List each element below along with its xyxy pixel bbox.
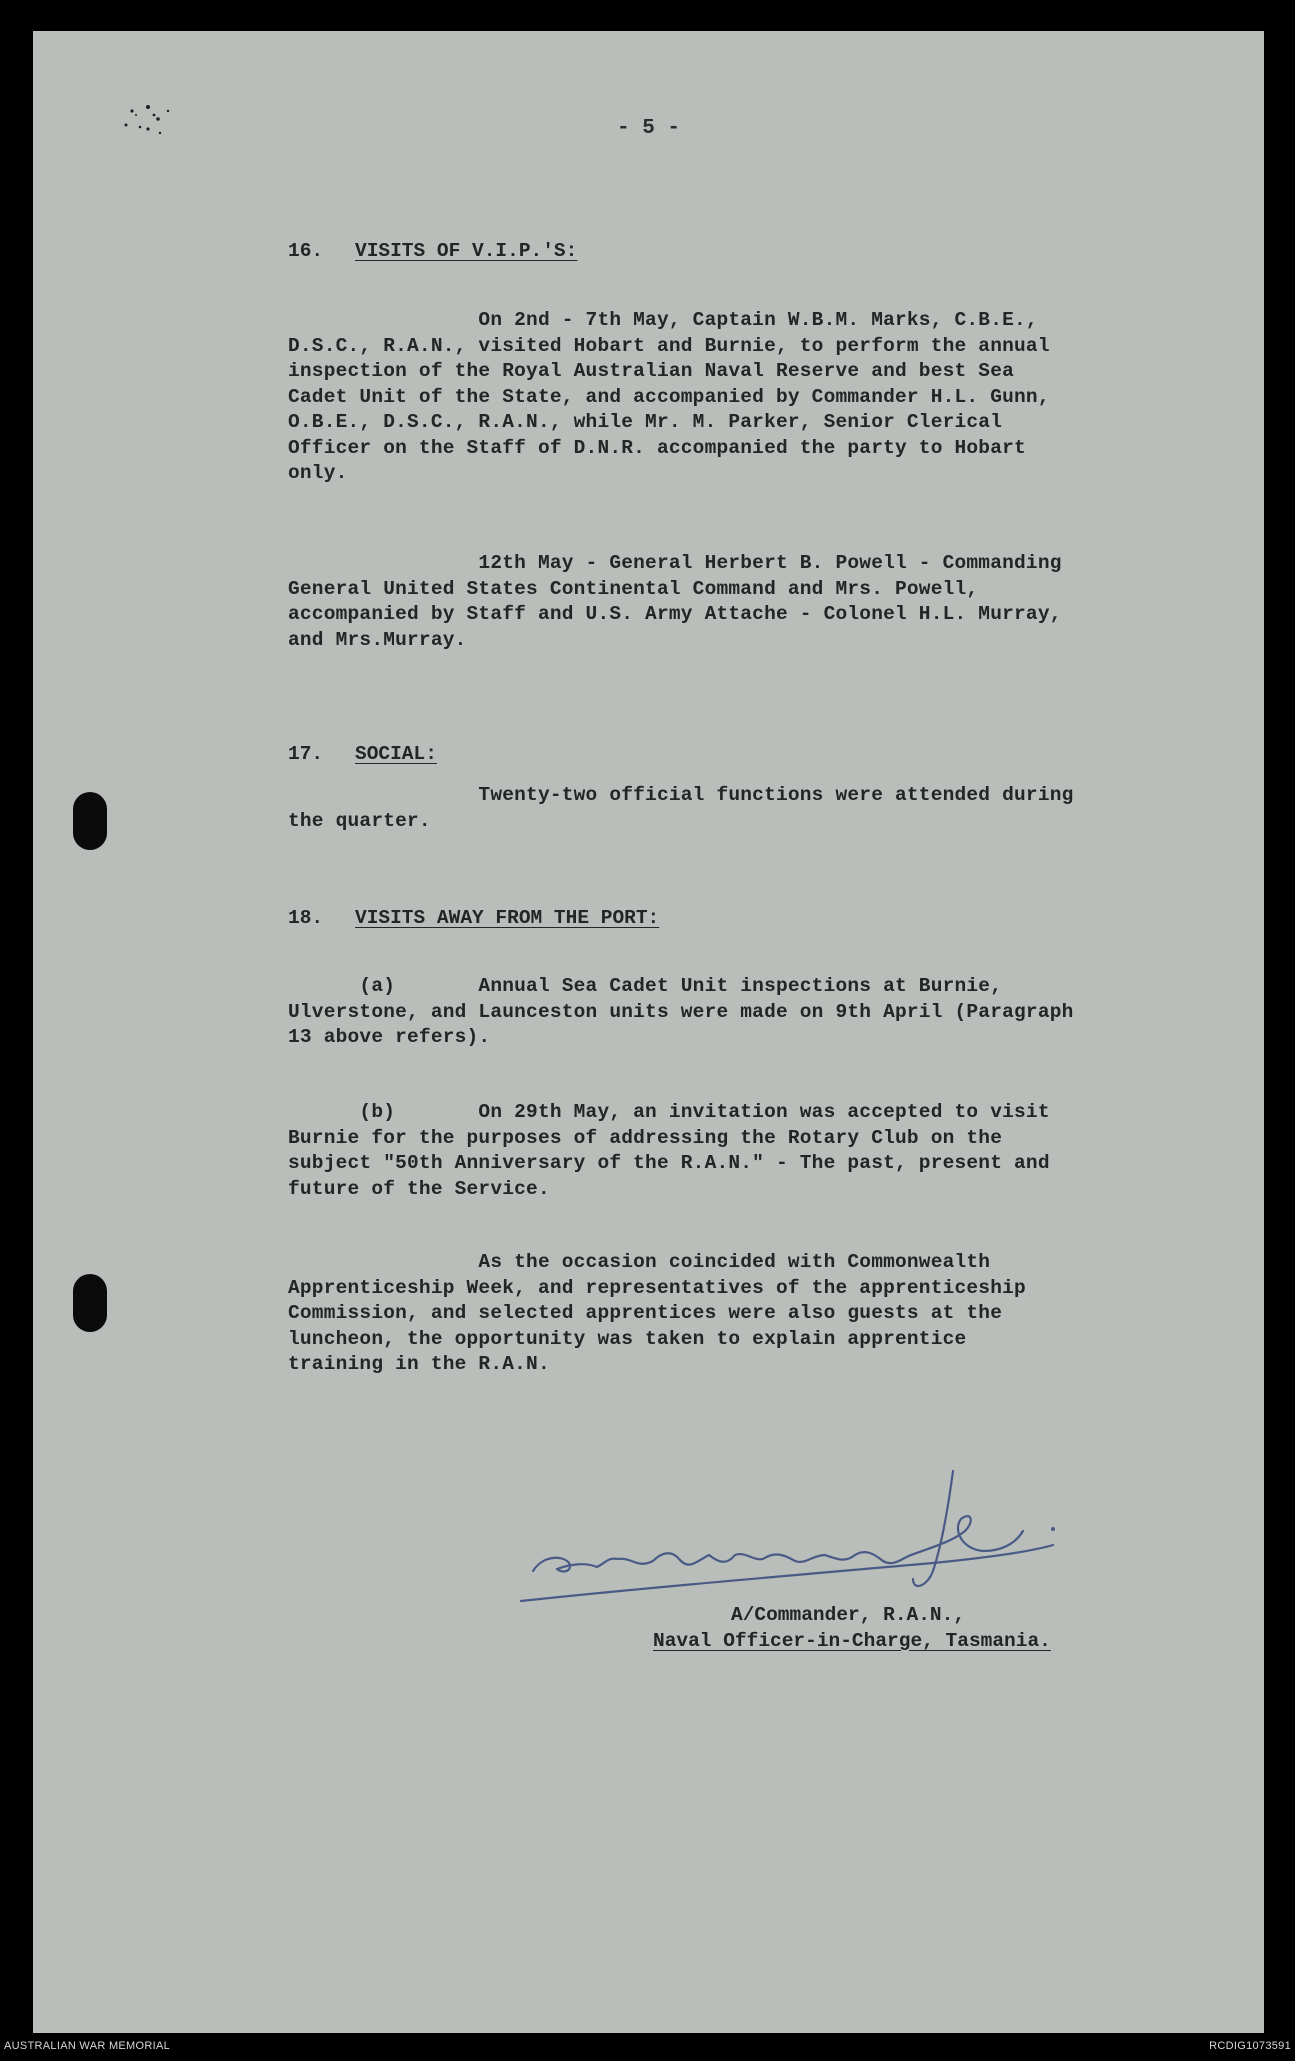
section-18-paragraph-a: (a) Annual Sea Cadet Unit inspections at Burnie, Ulverstone, and Launceston units were made on 9th April (Paragraph 13 above refers). <box>288 975 1074 1048</box>
section-17-number: 17. <box>288 743 324 765</box>
section-18-title: VISITS AWAY FROM THE PORT: <box>355 907 660 929</box>
section-18-paragraph-b: (b) On 29th May, an invitation was accepted to visit Burnie for the purposes of addressing the Rotary Club on the subject "50th Anniversary of the R.A.N." - The past, present and future of the Service. <box>288 1101 1050 1200</box>
footer-archive-name: AUSTRALIAN WAR MEMORIAL <box>4 2040 171 2052</box>
handwritten-signature <box>513 1451 1173 1621</box>
punch-hole-bottom <box>73 1274 107 1332</box>
section-18-paragraph-c: As the occasion coincided with Commonwealth Apprenticeship Week, and representatives of the apprenticeship Commission, and selected apprentices were also guests at the luncheon, the opportunity was taken to explain apprentice training in the R.A.N. <box>288 1251 1026 1375</box>
section-17-paragraph-1: Twenty-two official functions were attended during the quarter. <box>288 784 1074 832</box>
section-16-paragraph-2: 12th May - General Herbert B. Powell - Commanding General United States Continental Command and Mrs. Powell, accompanied by Staff and U.S. Army Attache - Colonel H.L. Murray, and Mrs.Murray. <box>288 552 1062 651</box>
document-page <box>33 31 1264 2033</box>
section-16-number: 16. <box>288 240 324 262</box>
section-17-title: SOCIAL: <box>355 743 437 765</box>
section-18-number: 18. <box>288 907 324 929</box>
page-number: - 5 - <box>616 117 680 140</box>
footer-record-id: RCDIG1073591 <box>1209 2040 1291 2052</box>
punch-hole-top <box>73 792 107 850</box>
section-16-paragraph-1: On 2nd - 7th May, Captain W.B.M. Marks, C.B.E., D.S.C., R.A.N., visited Hobart and Burnie, to perform the annual inspection of the Royal Australian Naval Reserve and best Sea Cadet Unit of the State, and accompanied by Commander H.L. Gunn, O.B.E., D.S.C., R.A.N., while Mr. M. Parker, Senior Clerical Officer on the Staff of D.N.R. accompanied the party to Hobart only. <box>288 309 1050 484</box>
section-16-title: VISITS OF V.I.P.'S: <box>355 240 578 262</box>
signature-block <box>653 1603 1051 1654</box>
signature-title: Naval Officer-in-Charge, Tasmania. <box>653 1629 1051 1652</box>
signature-rank: A/Commander, R.A.N., <box>731 1604 966 1626</box>
